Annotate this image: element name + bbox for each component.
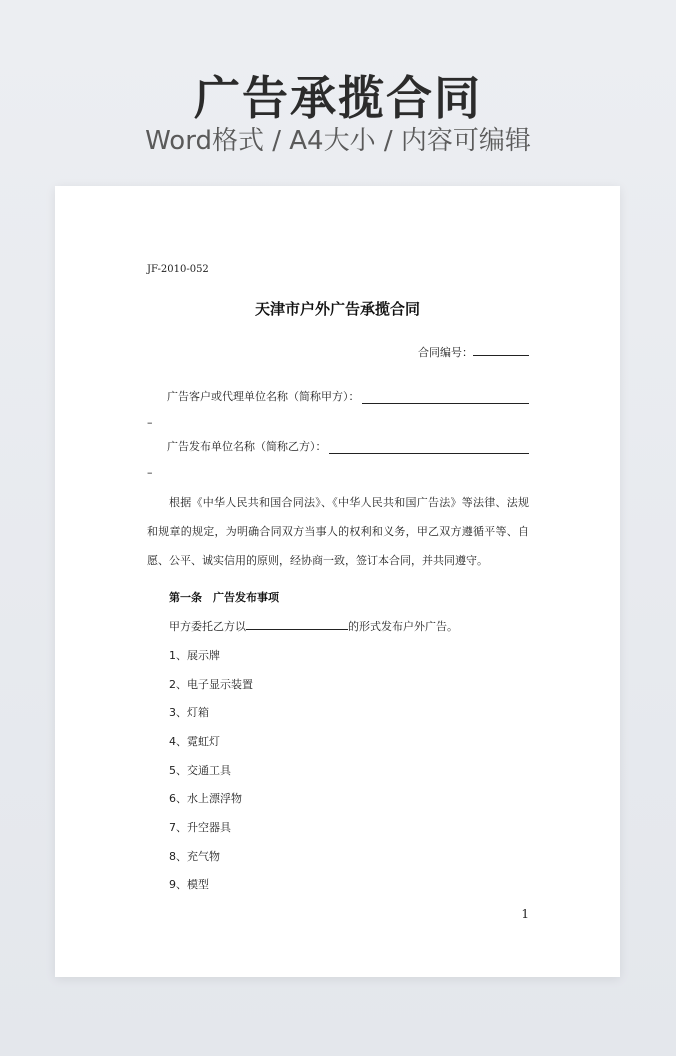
list-item: 9、模型 — [169, 878, 209, 891]
contract-number-row — [418, 344, 529, 360]
party-a-dash: – — [147, 416, 153, 429]
contract-number-label: 合同编号： — [418, 346, 473, 359]
list-item: 1、展示牌 — [169, 649, 220, 662]
document-page — [55, 186, 620, 977]
article1-intro — [169, 618, 458, 634]
list-item: 2、电子显示装置 — [169, 678, 253, 691]
article1-intro-after: 的形式发布户外广告。 — [348, 620, 458, 633]
contract-number-blank[interactable] — [473, 345, 529, 356]
article1-intro-before: 甲方委托乙方以 — [169, 620, 246, 633]
party-b-blank[interactable] — [329, 443, 530, 454]
document-code: JF-2010-052 — [147, 264, 209, 275]
party-a-label: 广告客户或代理单位名称（简称甲方）： — [167, 390, 360, 403]
party-b-dash: – — [147, 466, 153, 479]
party-a-blank[interactable] — [362, 393, 530, 404]
list-item: 7、升空器具 — [169, 821, 231, 834]
list-item: 3、灯箱 — [169, 706, 209, 719]
list-item: 4、霓虹灯 — [169, 735, 220, 748]
list-item: 6、水上漂浮物 — [169, 792, 242, 805]
party-a-row — [167, 388, 529, 404]
list-item: 5、交通工具 — [169, 764, 231, 777]
article1-form-blank[interactable] — [246, 619, 348, 630]
article1-heading: 第一条 广告发布事项 — [169, 591, 279, 604]
party-b-label: 广告发布单位名称（简称乙方）： — [167, 440, 327, 453]
banner-title: 广告承揽合同 — [194, 71, 482, 125]
preamble-paragraph: 根据《中华人民共和国合同法》、《中华人民共和国广告法》等法律、法规和规章的规定，为明确合同双方当事人的权利和义务，甲乙双方遵循平等、自愿、公平、诚实信用的原则，经协商一致，签订本合同，并共同遵守。 — [147, 496, 529, 567]
banner-subtitle: Word格式 / A4大小 / 内容可编辑 — [145, 126, 531, 156]
document-title: 天津市户外广告承揽合同 — [254, 300, 420, 318]
party-b-row — [167, 438, 529, 454]
page-number: 1 — [521, 907, 529, 921]
list-item: 8、充气物 — [169, 850, 220, 863]
